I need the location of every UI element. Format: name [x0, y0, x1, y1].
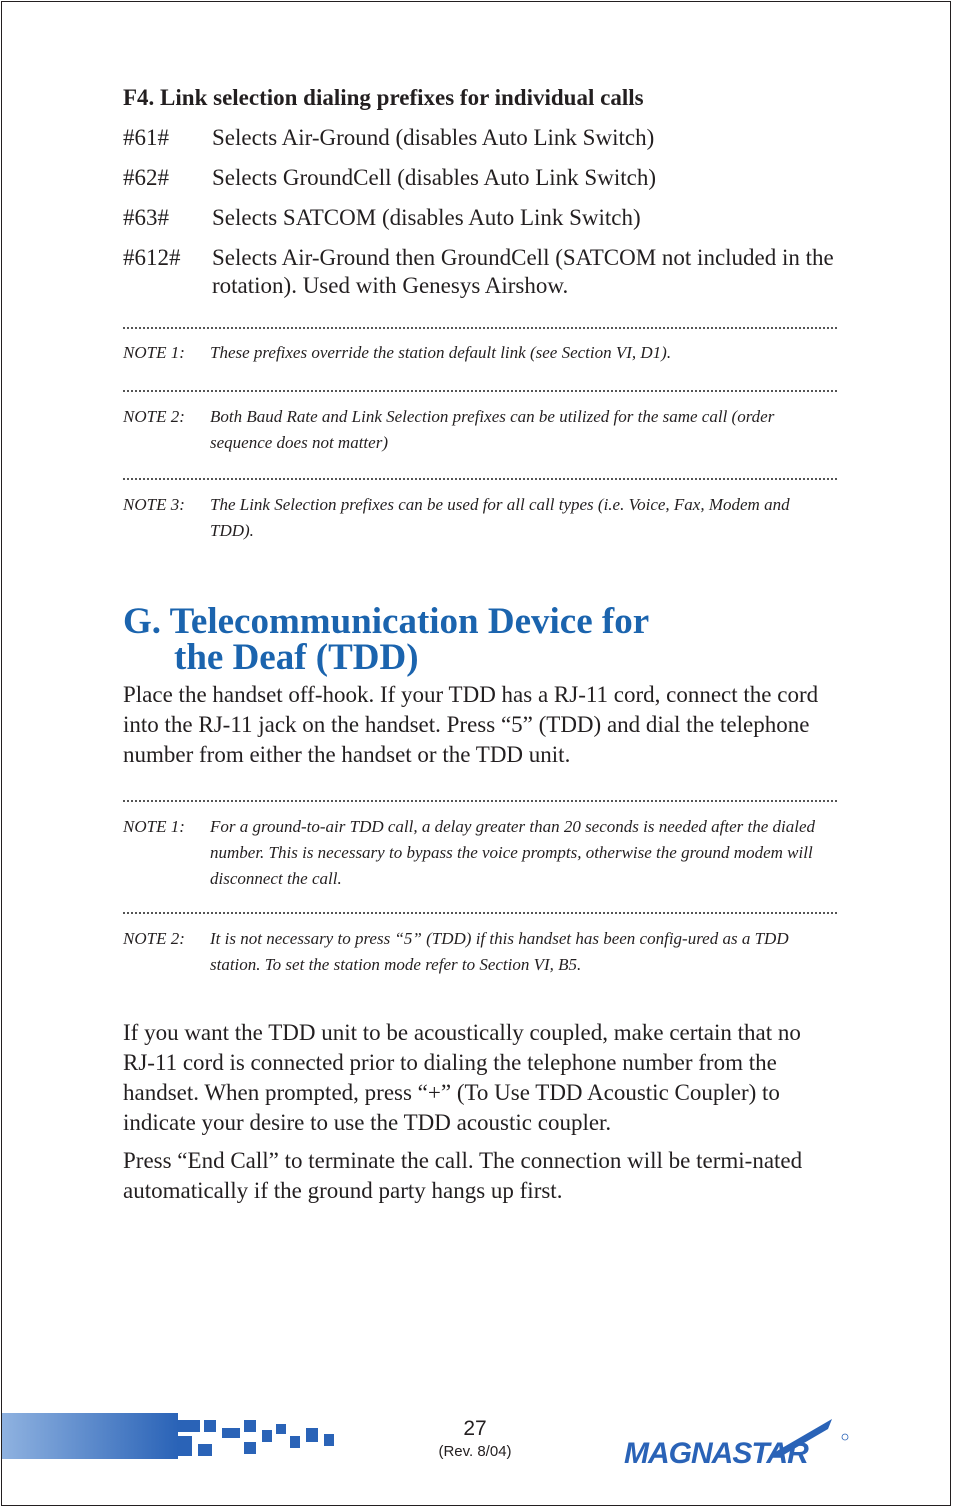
- prefix-row: [123, 204, 837, 232]
- note: [123, 340, 837, 366]
- prefix-code: #612#: [123, 245, 181, 270]
- note-label: NOTE 2:: [123, 929, 185, 948]
- prefix-description: Selects SATCOM (disables Auto Link Switch): [212, 205, 641, 230]
- prefix-code: #63#: [123, 205, 169, 230]
- revision-label: (Rev. 8/04): [438, 1443, 512, 1460]
- prefix-code: #62#: [123, 165, 169, 190]
- note: [123, 492, 837, 544]
- magnastar-logo: [620, 1415, 850, 1471]
- prefix-description: Selects GroundCell (disables Auto Link Switch): [212, 165, 656, 190]
- note-text: These prefixes override the station default link (see Section VI, D1).: [210, 343, 672, 362]
- note-label: NOTE 2:: [123, 407, 185, 426]
- dotted-divider: [123, 390, 837, 392]
- note: [123, 926, 837, 978]
- section-f4-heading: F4. Link selection dialing prefixes for individual calls: [123, 85, 644, 110]
- dotted-divider: [123, 912, 837, 914]
- note-label: NOTE 3:: [123, 495, 185, 514]
- logo-wordmark: MAGNASTAR: [624, 1437, 808, 1470]
- note-text: The Link Selection prefixes can be used for all call types (i.e. Voice, Fax, Modem and TDD).: [210, 495, 790, 540]
- note: [123, 404, 837, 456]
- paragraph-acoustic-coupling: If you want the TDD unit to be acoustically coupled, make certain that no RJ-11 cord is connected prior to dialing the telephone number from the handset. When prompted, press “+” (To Use TDD Acoustic Coupler) to indicate your desire to use the TDD acoustic coupler.: [123, 1020, 801, 1135]
- registered-mark-icon: [842, 1434, 848, 1440]
- footer-gradient-band: [2, 1413, 178, 1459]
- note: [123, 814, 837, 892]
- dotted-divider: [123, 800, 837, 802]
- page-number: 27: [463, 1417, 487, 1440]
- prefix-row: [123, 244, 837, 300]
- prefix-description: Selects Air-Ground (disables Auto Link Switch): [212, 125, 655, 150]
- prefix-row: [123, 164, 837, 192]
- dotted-divider: [123, 478, 837, 480]
- note-label: NOTE 1:: [123, 817, 185, 836]
- note-label: NOTE 1:: [123, 343, 185, 362]
- note-text: It is not necessary to press “5” (TDD) if this handset has been config-ured as a TDD station. To set the station mode refer to Section VI, B5.: [210, 929, 789, 974]
- prefix-row: [123, 124, 837, 152]
- note-text: Both Baud Rate and Link Selection prefixes can be utilized for the same call (order sequence does not matter): [210, 407, 775, 452]
- section-g-title-line1: G. Telecommunication Device for: [123, 601, 650, 642]
- section-g-title-line2: the Deaf (TDD): [174, 637, 419, 678]
- prefix-code: #61#: [123, 125, 169, 150]
- dotted-divider: [123, 327, 837, 329]
- prefix-description: Selects Air-Ground then GroundCell (SATCOM not included in the rotation). Used with Genesys Airshow.: [212, 245, 834, 298]
- note-text: For a ground-to-air TDD call, a delay greater than 20 seconds is needed after the dialed number. This is necessary to bypass the voice prompts, otherwise the ground modem will disconnect the call.: [210, 817, 815, 888]
- section-g-title: [123, 601, 837, 678]
- section-g-intro: Place the handset off-hook. If your TDD has a RJ-11 cord, connect the cord into the RJ-11 jack on the handset. Press “5” (TDD) and dial the telephone number from either the handset or the TDD unit.: [123, 682, 819, 767]
- page-content: [123, 84, 837, 1206]
- paragraph-end-call: Press “End Call” to terminate the call. The connection will be termi-nated automatically if the ground party hangs up first.: [123, 1148, 803, 1203]
